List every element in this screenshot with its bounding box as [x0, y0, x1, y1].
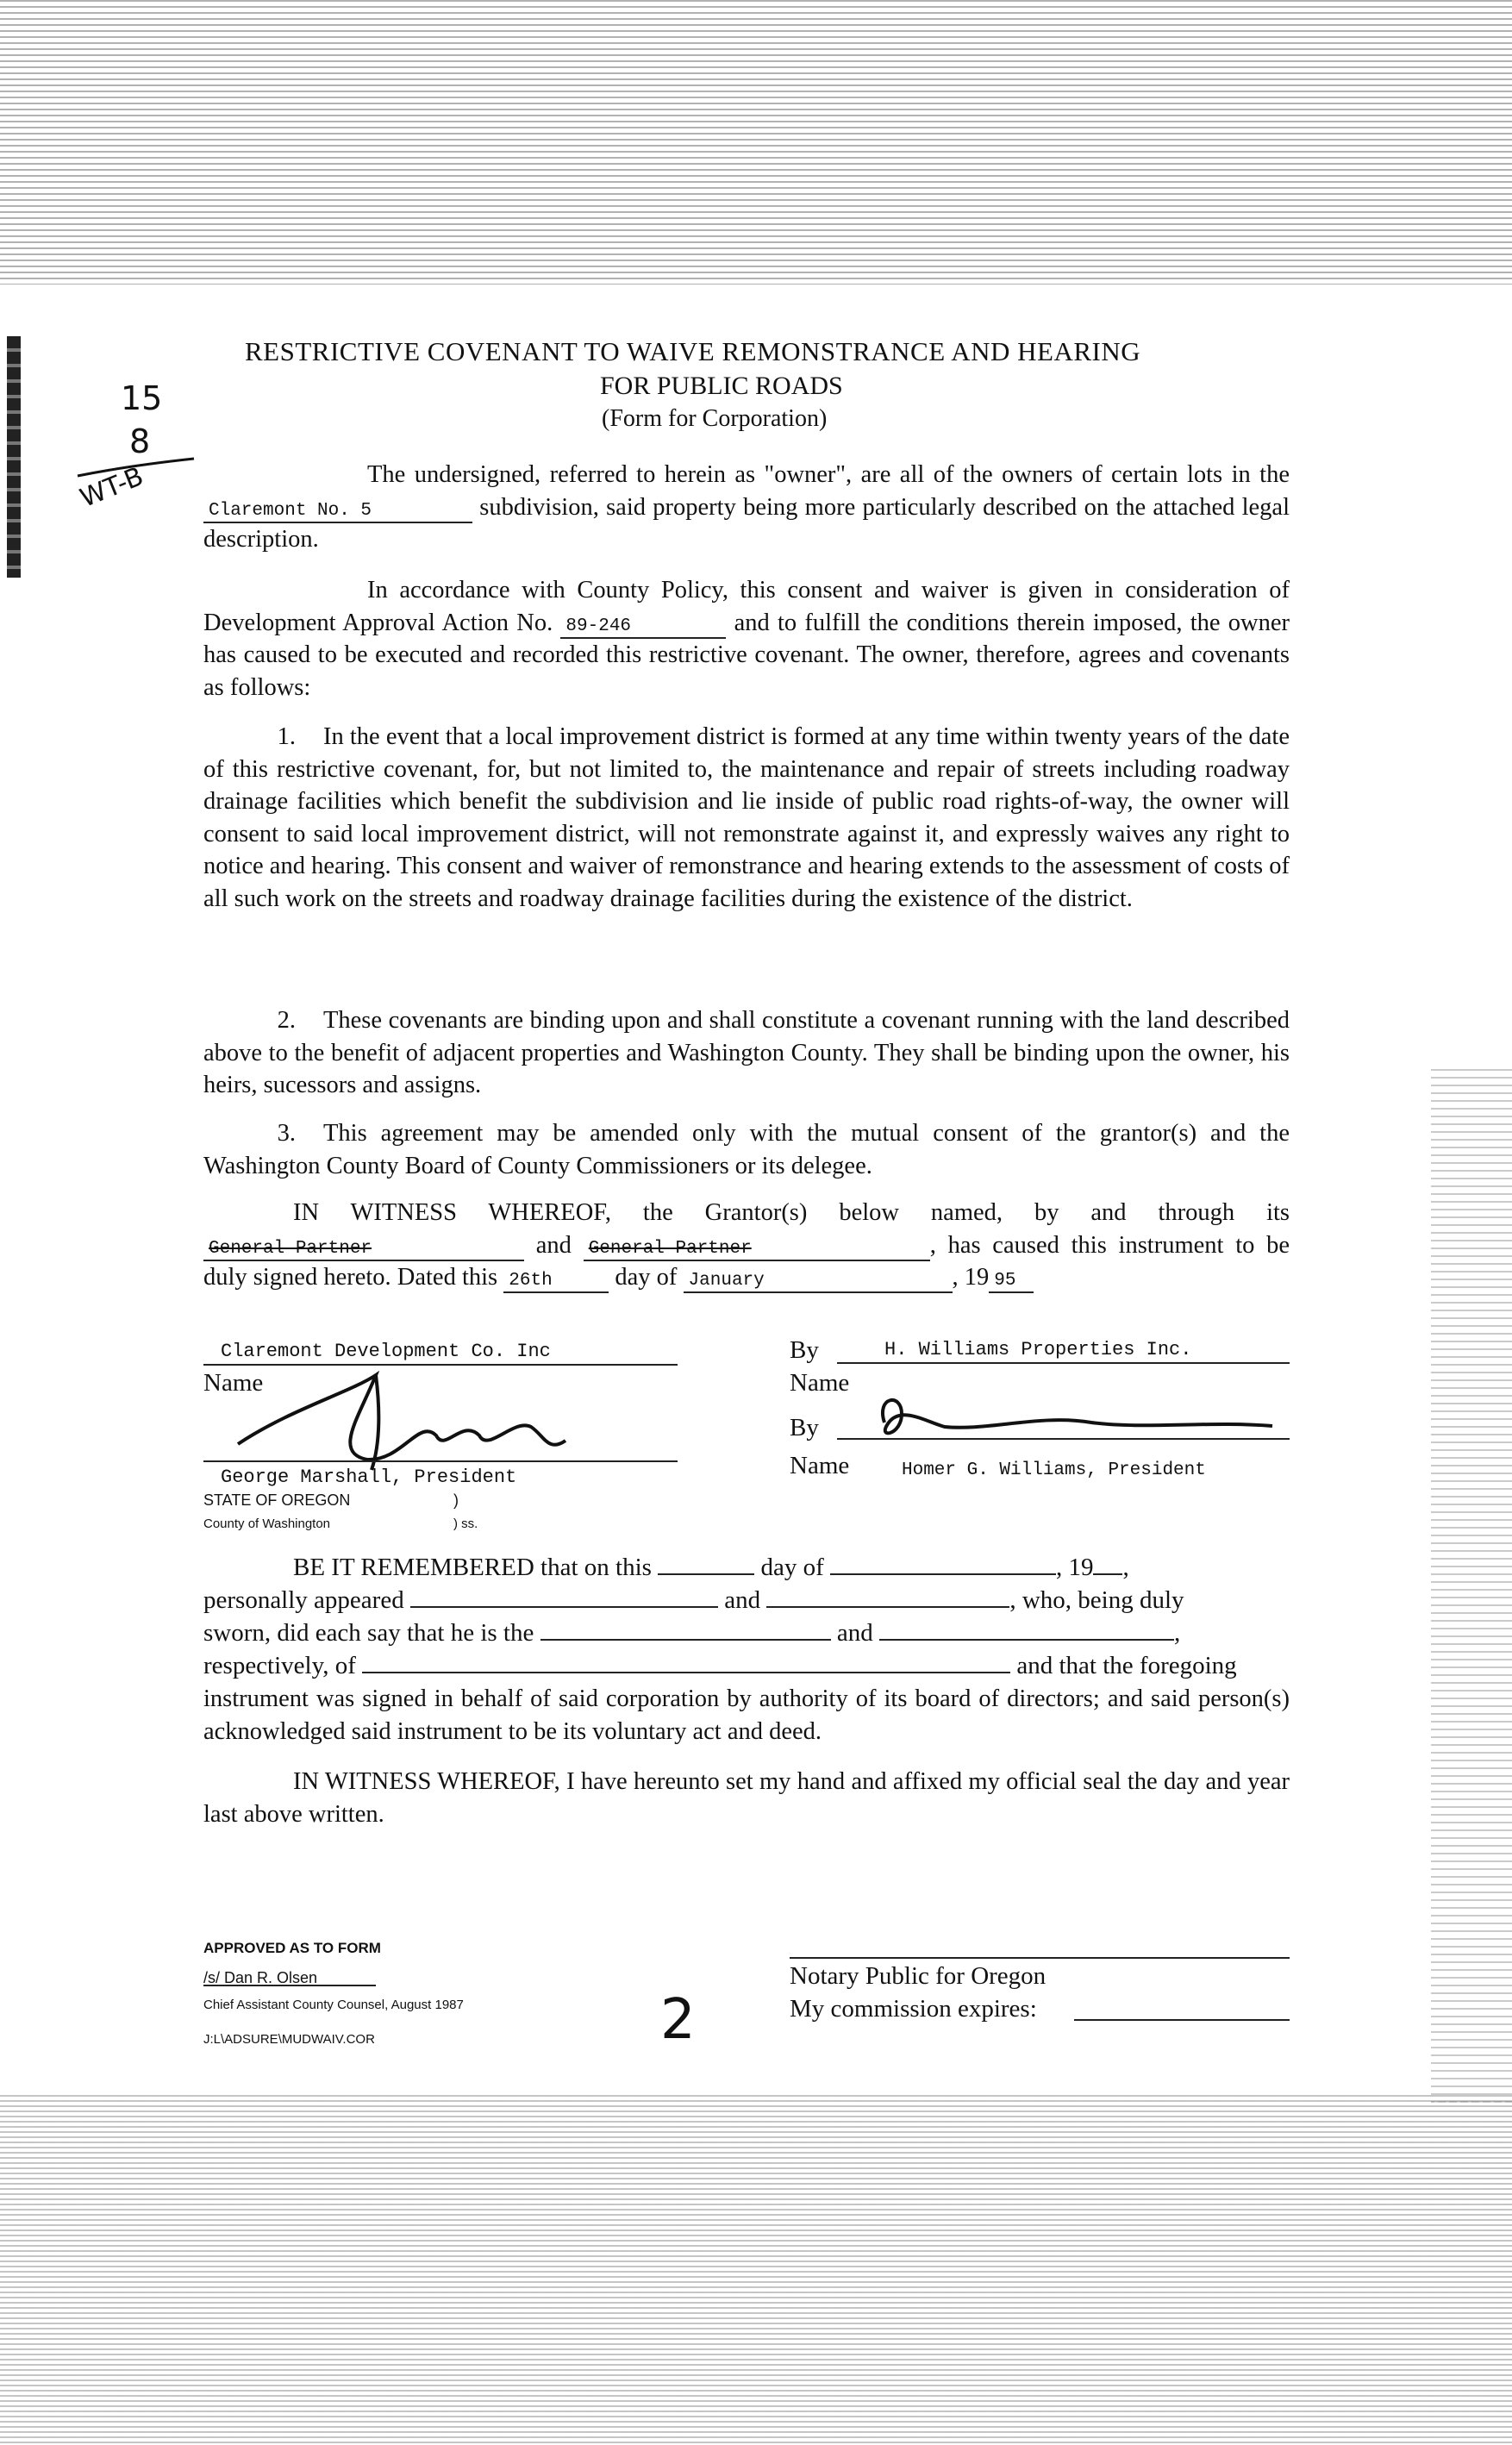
notary-public-label: Notary Public for Oregon: [790, 1962, 1047, 1990]
notary-month-field[interactable]: [830, 1573, 1056, 1575]
witness-and: and: [535, 1231, 572, 1259]
clause-1-number: 1.: [277, 723, 296, 750]
margin-note-8: 8: [129, 422, 151, 460]
county-of-washington: County of Washington: [203, 1516, 331, 1531]
margin-note-15: 15: [121, 379, 163, 417]
commission-label: My commission expires:: [790, 1995, 1037, 2023]
notary-line-2-b: and: [724, 1586, 761, 1614]
clause-3: [203, 1117, 1290, 1182]
action-number-field: 89-246: [560, 616, 726, 639]
approver-rule: [203, 1985, 376, 1986]
clause-2: [203, 1004, 1290, 1102]
clause-3-number: 3.: [277, 1120, 296, 1147]
page-number: 2: [660, 1988, 696, 2052]
policy-text-b: and to fulfill the conditions therein imposed, the owner has caused to be executed and recorded this restrictive covenant. The owner, therefore, agrees and covenants as follows:: [203, 609, 1290, 701]
scan-noise-right: [1431, 1069, 1512, 2104]
notary-year-field[interactable]: [1093, 1573, 1122, 1575]
clause-3-text: This agreement may be amended only with the mutual consent of the grantor(s) and the Washington County Board of County Commissioners or its delegee.: [203, 1120, 1290, 1179]
notary-line-2-a: personally appeared: [203, 1586, 404, 1614]
notary-witness-paragraph: [203, 1766, 1290, 1830]
notary-line-4: [203, 1650, 1237, 1681]
right-name-label: Name: [790, 1369, 850, 1397]
left-name-label: Name: [203, 1369, 264, 1397]
scan-noise-top: [0, 0, 1512, 285]
notary-line-2-c: , who, being duly: [1009, 1586, 1184, 1614]
subdivision-field: Claremont No. 5: [203, 501, 472, 523]
clause-1: [203, 721, 1290, 915]
notary-line-1-c: , 19: [1055, 1554, 1094, 1581]
approver-title: Chief Assistant County Counsel, August 1987: [203, 1998, 464, 2012]
title-line-2: FOR PUBLIC ROADS: [600, 372, 843, 400]
partner-field-1: General Partner: [203, 1239, 524, 1261]
notary-signature-rule: [790, 1957, 1290, 1959]
right-company-name: H. Williams Properties Inc.: [884, 1339, 1192, 1360]
title-line-3: (Form for Corporation): [602, 405, 828, 432]
policy-text-a: In accordance with County Policy, this consent and waiver is given in consideration of Development Approval Action No.: [203, 577, 1290, 636]
county-ss: ) ss.: [453, 1516, 478, 1531]
notary-line-4-b: and that the foregoing: [1016, 1652, 1237, 1679]
notary-line-3: [203, 1617, 1180, 1648]
witness-year-prefix: , 19: [952, 1264, 990, 1291]
notary-person-2-field[interactable]: [766, 1606, 1009, 1608]
right-by-label-2: By: [790, 1414, 819, 1441]
notary-title-2-field[interactable]: [879, 1639, 1174, 1641]
notary-day-field[interactable]: [658, 1573, 754, 1575]
right-signer-name: Homer G. Williams, President: [902, 1460, 1206, 1480]
date-month-field: January: [684, 1271, 953, 1293]
left-signer-name: George Marshall, President: [221, 1466, 517, 1488]
right-company-rule: [837, 1362, 1290, 1364]
notary-person-1-field[interactable]: [410, 1606, 718, 1608]
notary-line-3-c: ,: [1173, 1619, 1181, 1647]
file-path: J:L\ADSURE\MUDWAIV.COR: [203, 2032, 375, 2047]
clause-1-text: In the event that a local improvement district is formed at any time within twenty years of the date of this restrictive covenant, for, but not limited to, the maintenance and repair of streets including roadway drainage facilities which benefit the subdivision and lie inside of public road rights-of-way, the owner will consent to said local improvement district, will not remonstrate against it, and expressly waives any right to notice and hearing. This consent and waiver of remonstrance and hearing extends to the assessment of costs of all such work on the streets and roadway drainage facilities during the existence of the district.: [203, 723, 1290, 912]
witness-text-a: IN WITNESS WHEREOF, the Grantor(s) below named, by and through its: [293, 1199, 1290, 1226]
witness-text-b: , has caused this instrument to be duly signed hereto. Dated this: [203, 1231, 1290, 1291]
left-company-name: Claremont Development Co. Inc: [221, 1341, 551, 1362]
right-signature: [867, 1388, 1281, 1448]
witness-day-of: day of: [615, 1264, 678, 1291]
notary-line-1: [293, 1552, 1129, 1583]
policy-paragraph: [203, 574, 1290, 703]
intro-text-b: subdivision, said property being more particularly described on the attached legal description.: [203, 493, 1290, 553]
notary-line-1-d: ,: [1122, 1554, 1129, 1581]
margin-fraction-stroke: [78, 457, 198, 483]
partner-field-2: General Partner: [584, 1239, 930, 1261]
state-of-oregon: STATE OF OREGON: [203, 1491, 351, 1509]
notary-line-1-a: BE IT REMEMBERED that on this: [293, 1554, 652, 1581]
notary-witness-text: IN WITNESS WHEREOF, I have hereunto set my hand and affixed my official seal the day and year last above written.: [203, 1768, 1290, 1828]
notary-line-5: instrument was signed in behalf of said corporation by authority of its board of directors; and said person(s) acknowledged said instrument to be its voluntary act and deed.: [203, 1685, 1290, 1745]
scan-edge-bar: [7, 336, 21, 578]
notary-line-4-a: respectively, of: [203, 1652, 356, 1679]
title-line-1: RESTRICTIVE COVENANT TO WAIVE REMONSTRANCE AND HEARING: [245, 336, 1141, 366]
approved-as-to-form: APPROVED AS TO FORM: [203, 1940, 381, 1956]
date-day-field: 26th: [503, 1271, 609, 1293]
intro-text-a: The undersigned, referred to herein as "owner", are all of the owners of certain lots in the: [367, 461, 1290, 488]
date-year-field: 95: [989, 1271, 1034, 1293]
notary-line-2: [203, 1585, 1184, 1616]
commission-rule[interactable]: [1074, 2019, 1290, 2021]
intro-paragraph: [203, 459, 1290, 556]
state-paren: ): [453, 1491, 459, 1509]
clause-2-number: 2.: [277, 1007, 296, 1034]
witness-paragraph: [203, 1197, 1290, 1294]
scan-noise-bottom: [0, 2095, 1512, 2445]
notary-line-1-b: day of: [760, 1554, 824, 1581]
right-name-label-2: Name: [790, 1452, 850, 1479]
notary-line-3-b: and: [836, 1619, 873, 1647]
notary-title-1-field[interactable]: [540, 1639, 831, 1641]
margin-note-wtb: WT-B: [76, 461, 148, 514]
approver-name: /s/ Dan R. Olsen: [203, 1969, 318, 1986]
notary-line-3-a: sworn, did each say that he is the: [203, 1619, 534, 1647]
right-by-label: By: [790, 1336, 819, 1364]
clause-2-text: These covenants are binding upon and shall constitute a covenant running with the land described above to the benefit of adjacent properties and Washington County. They shall be binding upon the owner, his heirs, sucessors and assigns.: [203, 1007, 1290, 1098]
notary-corporation-field[interactable]: [362, 1672, 1010, 1673]
